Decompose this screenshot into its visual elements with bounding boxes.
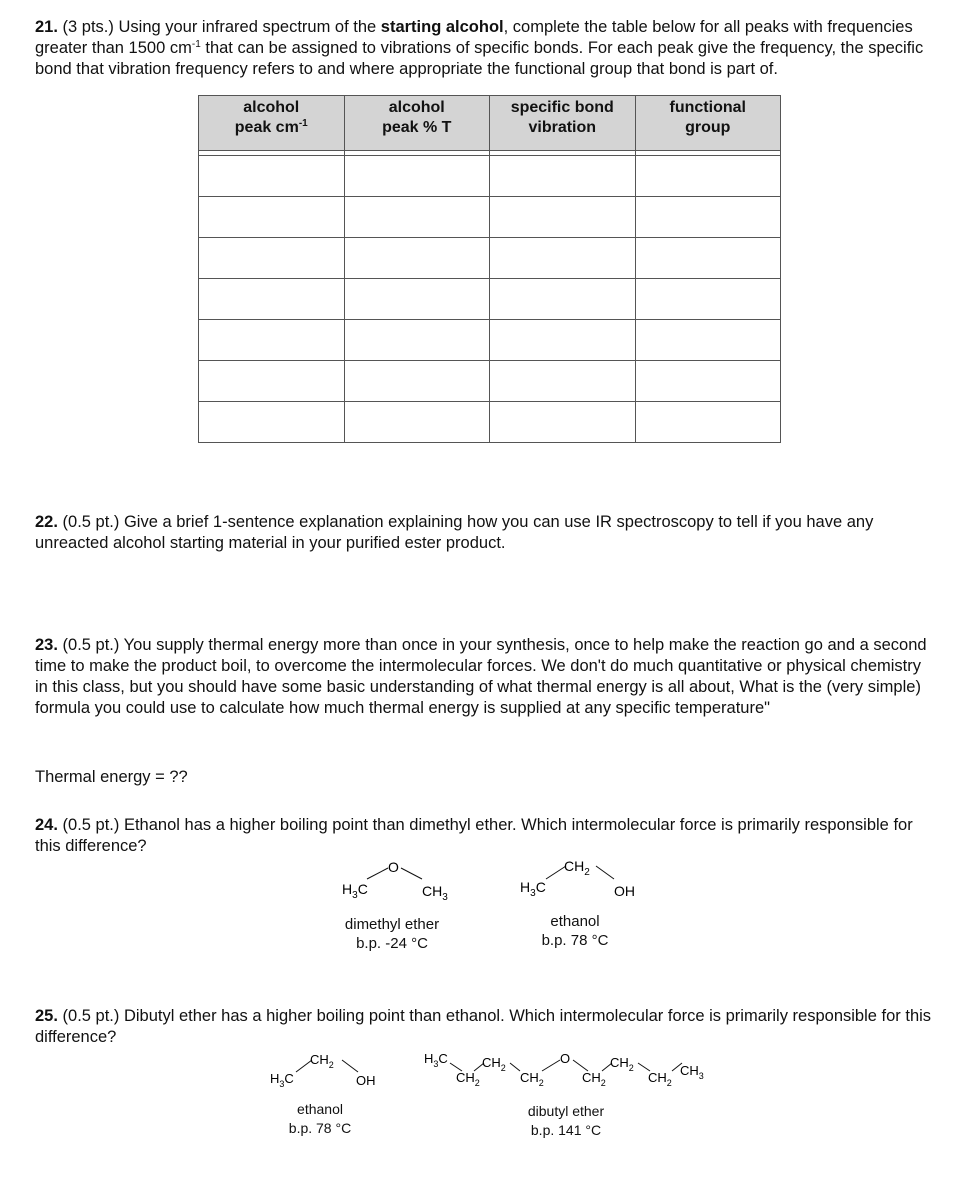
- question-points: (3 pts.): [62, 18, 114, 36]
- ethanol-caption: [505, 912, 645, 950]
- question-number: 25.: [35, 1007, 58, 1025]
- table-row: [199, 156, 781, 197]
- table-cell[interactable]: [635, 197, 781, 238]
- table-cell[interactable]: [199, 402, 345, 443]
- table-cell[interactable]: [635, 361, 781, 402]
- atom-label: $CH_3$: [422, 883, 448, 903]
- table-cell[interactable]: [635, 320, 781, 361]
- question-text: (0.5 pt.) You supply thermal energy more than once in your synthesis, once to help make the reaction go and a second time to make the product boil, to overcome the intermolecular forces. We don't do much quantitative or physical chemistry in this class, but you should have some basic understanding of what thermal energy is all about, What is the (very simple) formula you could use to calculate how much thermal energy is supplied at any specific temperature": [35, 636, 927, 717]
- table-row: [199, 197, 781, 238]
- question-23: [35, 635, 935, 719]
- table-cell[interactable]: [490, 156, 636, 197]
- atom-label: $H_3C$: [342, 881, 368, 901]
- hydroxyl-label: OH: [614, 883, 635, 899]
- table-row: [199, 320, 781, 361]
- atom-label: $CH_2$: [520, 1070, 544, 1088]
- question-number: 22.: [35, 513, 58, 531]
- table-cell[interactable]: [490, 197, 636, 238]
- table-row: [199, 279, 781, 320]
- table-cell[interactable]: [635, 279, 781, 320]
- table-cell[interactable]: [635, 238, 781, 279]
- hydroxyl-label: OH: [356, 1073, 376, 1088]
- question-21: [35, 17, 935, 80]
- question-text-c: that can be assigned to vibrations of specific bonds. For each peak give the frequency, the specific bond that vibration frequency refers to and where appropriate the functional group that bond is part of.: [35, 39, 924, 78]
- table-cell[interactable]: [490, 361, 636, 402]
- question-bold-text: starting alcohol: [380, 18, 504, 36]
- question-24: [35, 815, 935, 857]
- superscript: -1: [191, 39, 201, 50]
- table-cell[interactable]: [199, 320, 345, 361]
- question-text: (0.5 pt.) Give a brief 1-sentence explanation explaining how you can use IR spectroscopy to tell if you have any unreacted alcohol starting material in your purified ester product.: [35, 513, 874, 552]
- dimethyl-ether-structure: [330, 855, 460, 905]
- dibutyl-ether-structure: [420, 1045, 720, 1095]
- question-text: (0.5 pt.) Ethanol has a higher boiling point than dimethyl ether. Which intermolecular force is primarily responsible for this difference?: [35, 816, 913, 855]
- ethanol-structure: [510, 852, 660, 902]
- thermal-energy-prompt: Thermal energy = ??: [35, 768, 188, 786]
- header-alcohol-peak-t: alcohol peak % T: [344, 96, 490, 151]
- question-number: 23.: [35, 636, 58, 654]
- table-cell[interactable]: [490, 279, 636, 320]
- molecule-name: ethanol: [550, 913, 600, 930]
- table-row: [199, 402, 781, 443]
- atom-label: $H_3C$: [520, 879, 546, 899]
- oxygen-atom-label: O: [560, 1051, 571, 1066]
- header-specific-bond: specific bond vibration: [490, 96, 636, 151]
- atom-label: $CH_2$: [564, 858, 590, 878]
- atom-label: $CH_2$: [310, 1052, 334, 1070]
- table-cell[interactable]: [199, 279, 345, 320]
- table-cell[interactable]: [344, 320, 490, 361]
- table-cell[interactable]: [490, 238, 636, 279]
- atom-label: $CH_2$: [648, 1070, 672, 1088]
- boiling-point: b.p. 78 °C: [288, 1120, 352, 1136]
- oxygen-atom-label: O: [388, 859, 399, 875]
- table-cell[interactable]: [199, 197, 345, 238]
- question-text: (0.5 pt.) Dibutyl ether has a higher boiling point than ethanol. Which intermolecular force is primarily responsible for this difference?: [35, 1007, 932, 1046]
- atom-label: $H_3C$: [424, 1051, 448, 1069]
- dimethyl-ether-caption: [322, 915, 462, 953]
- boiling-point: b.p. 141 °C: [530, 1122, 602, 1138]
- ethanol-structure: [262, 1045, 392, 1090]
- header-alcohol-peak-cm: alcohol peak $cm^{-1}$: [199, 96, 345, 151]
- table-cell[interactable]: [490, 320, 636, 361]
- molecule-name: dimethyl ether: [344, 916, 440, 933]
- ethanol-caption: [250, 1100, 390, 1138]
- boiling-point: b.p. -24 °C: [356, 935, 428, 952]
- question-22: [35, 512, 935, 554]
- atom-label: $CH_2$: [482, 1055, 506, 1073]
- table-row: [199, 238, 781, 279]
- table-cell[interactable]: [344, 361, 490, 402]
- ir-peak-table: [198, 95, 781, 443]
- header-functional-group: functional group: [635, 96, 781, 151]
- table-cell[interactable]: [490, 402, 636, 443]
- table-cell[interactable]: [344, 279, 490, 320]
- table-row: [199, 361, 781, 402]
- atom-label: $CH_3$: [680, 1063, 704, 1081]
- table-cell[interactable]: [344, 238, 490, 279]
- question-text-b: , complete the table below for all peaks with frequencies greater than 1500 cm: [35, 18, 913, 57]
- table-cell[interactable]: [635, 156, 781, 197]
- table-cell[interactable]: [199, 156, 345, 197]
- table-header-row: [199, 96, 781, 151]
- atom-label: $H_3C$: [270, 1071, 294, 1089]
- table-cell[interactable]: [199, 238, 345, 279]
- dibutyl-ether-caption: [496, 1102, 636, 1140]
- boiling-point: b.p. 78 °C: [541, 932, 609, 949]
- question-text-a: Using your infrared spectrum of the: [118, 18, 377, 36]
- table-cell[interactable]: [199, 361, 345, 402]
- table-cell[interactable]: [635, 402, 781, 443]
- question-number: 24.: [35, 816, 58, 834]
- atom-label: $CH_2$: [610, 1055, 634, 1073]
- molecule-name: dibutyl ether: [527, 1103, 605, 1119]
- table-cell[interactable]: [344, 197, 490, 238]
- atom-label: $CH_2$: [456, 1070, 480, 1088]
- molecule-name: ethanol: [297, 1101, 343, 1117]
- question-25: [35, 1006, 935, 1048]
- table-cell[interactable]: [344, 156, 490, 197]
- table-cell[interactable]: [344, 402, 490, 443]
- atom-label: $CH_2$: [582, 1070, 606, 1088]
- question-number: 21.: [35, 18, 58, 36]
